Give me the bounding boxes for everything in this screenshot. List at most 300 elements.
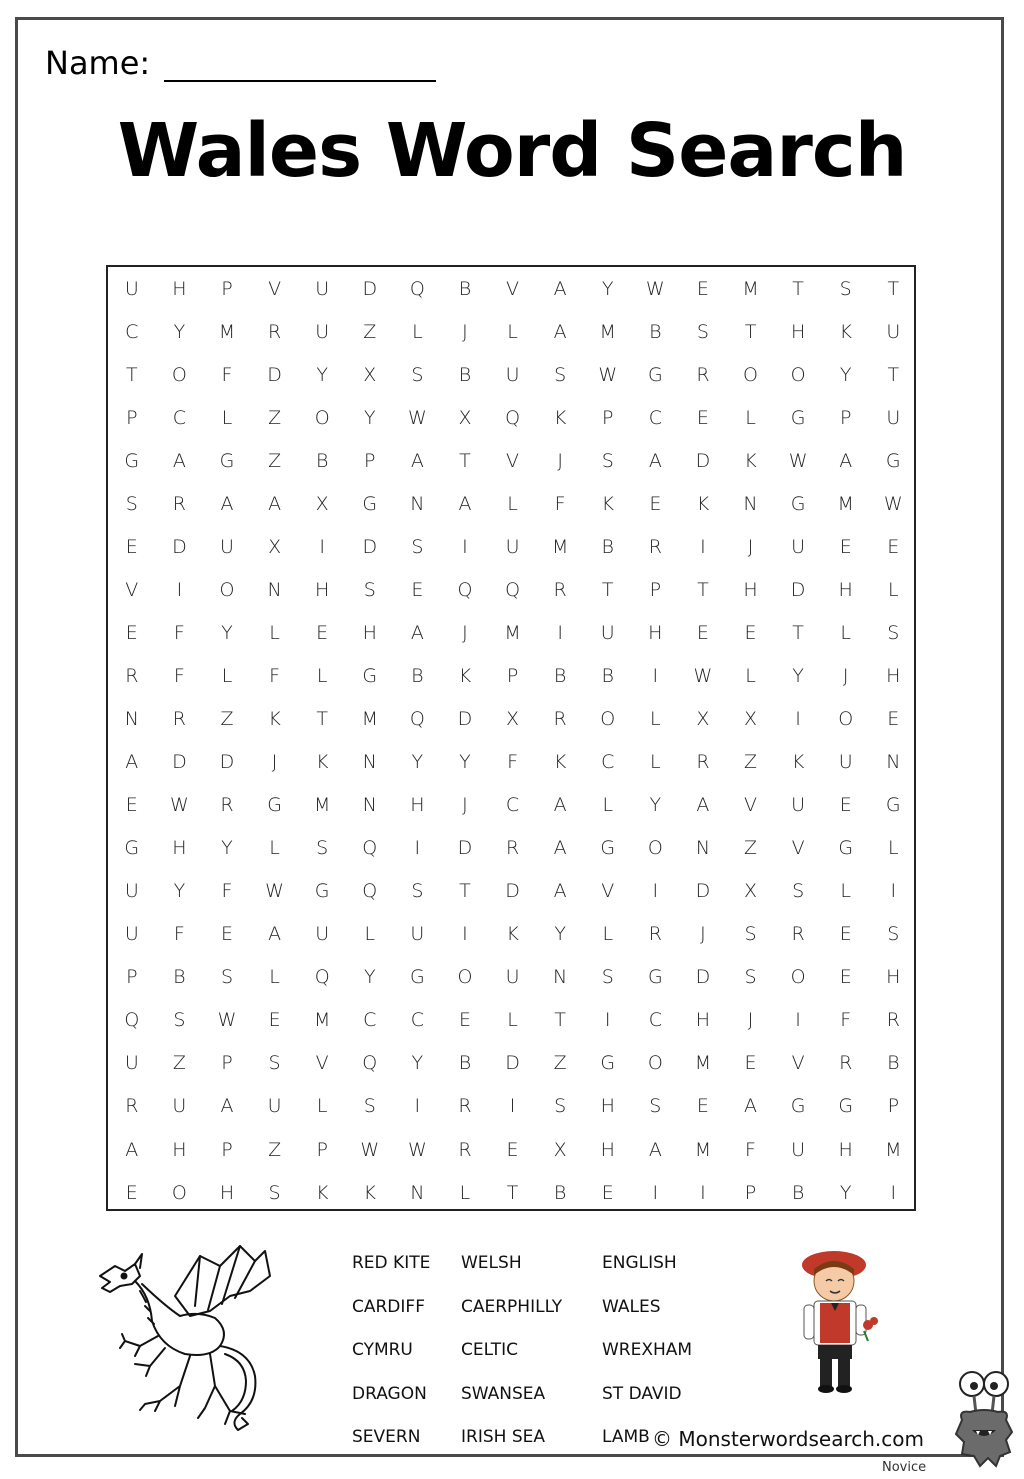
grid-letter[interactable]: K [315, 1181, 329, 1204]
grid-letter[interactable]: U [791, 794, 806, 817]
grid-letter[interactable]: J [271, 751, 278, 774]
grid-letter[interactable]: F [269, 664, 281, 687]
grid-letter[interactable]: U [838, 751, 853, 774]
grid-letter[interactable]: U [315, 320, 330, 343]
grid-letter[interactable]: P [602, 406, 614, 429]
grid-letter[interactable]: G [314, 880, 330, 903]
grid-letter[interactable]: I [414, 1095, 421, 1118]
grid-letter[interactable]: S [696, 320, 709, 343]
grid-letter[interactable]: V [601, 880, 615, 903]
grid-letter[interactable]: H [648, 621, 663, 644]
grid-letter[interactable]: O [838, 708, 854, 731]
grid-letter[interactable]: I [795, 708, 801, 731]
grid-letter[interactable]: U [505, 966, 520, 989]
grid-letter[interactable]: G [838, 837, 854, 860]
grid-letter[interactable]: V [125, 578, 139, 601]
grid-letter[interactable]: Q [314, 966, 330, 989]
grid-letter[interactable]: E [506, 1138, 519, 1161]
grid-letter[interactable]: I [176, 578, 183, 601]
grid-letter[interactable]: I [319, 535, 325, 558]
grid-letter[interactable]: D [790, 578, 806, 601]
grid-letter[interactable]: J [557, 449, 563, 472]
grid-letter[interactable]: Y [839, 363, 852, 386]
grid-letter[interactable]: F [221, 363, 233, 386]
grid-letter[interactable]: H [838, 1138, 853, 1161]
grid-letter[interactable]: N [362, 751, 377, 774]
grid-letter[interactable]: W [360, 1138, 380, 1161]
grid-letter[interactable]: M [837, 492, 854, 515]
grid-letter[interactable]: A [648, 1138, 662, 1161]
grid-letter[interactable]: R [220, 794, 234, 817]
grid-letter[interactable]: S [649, 1095, 662, 1118]
grid-letter[interactable]: X [458, 406, 472, 429]
grid-letter[interactable]: S [792, 880, 805, 903]
grid-letter[interactable]: U [791, 535, 806, 558]
grid-letter[interactable]: E [125, 1181, 138, 1204]
grid-letter[interactable]: A [839, 449, 853, 472]
grid-letter[interactable]: A [553, 837, 567, 860]
grid-letter[interactable]: P [506, 664, 519, 687]
grid-letter[interactable]: H [600, 1095, 615, 1118]
grid-letter[interactable]: U [172, 1095, 187, 1118]
grid-letter[interactable]: L [269, 966, 280, 989]
grid-letter[interactable]: C [505, 794, 520, 817]
grid-letter[interactable]: T [744, 320, 757, 343]
grid-letter[interactable]: W [407, 406, 427, 429]
grid-letter[interactable]: C [410, 1009, 424, 1032]
grid-letter[interactable]: U [124, 880, 139, 903]
grid-letter[interactable]: S [601, 966, 614, 989]
grid-letter[interactable]: L [507, 492, 518, 515]
grid-letter[interactable]: K [791, 751, 805, 774]
grid-letter[interactable]: A [648, 449, 662, 472]
grid-letter[interactable]: B [553, 1181, 567, 1204]
grid-letter[interactable]: Z [268, 1138, 282, 1161]
grid-letter[interactable]: I [890, 1181, 897, 1204]
grid-letter[interactable]: Y [221, 621, 233, 644]
grid-letter[interactable]: L [888, 578, 899, 601]
grid-letter[interactable]: G [362, 492, 378, 515]
grid-letter[interactable]: E [839, 794, 852, 817]
grid-letter[interactable]: O [647, 837, 663, 860]
grid-letter[interactable]: Z [553, 1052, 567, 1075]
grid-letter[interactable]: A [125, 1138, 139, 1161]
grid-letter[interactable]: R [172, 492, 186, 515]
grid-letter[interactable]: J [842, 664, 849, 687]
grid-letter[interactable]: B [458, 1052, 472, 1075]
grid-letter[interactable]: A [553, 880, 567, 903]
grid-letter[interactable]: J [700, 923, 706, 946]
grid-letter[interactable]: P [744, 1181, 757, 1204]
grid-letter[interactable]: F [221, 880, 233, 903]
grid-letter[interactable]: I [652, 664, 659, 687]
grid-letter[interactable]: X [553, 1138, 567, 1161]
grid-letter[interactable]: E [268, 1009, 281, 1032]
grid-letter[interactable]: H [838, 578, 853, 601]
grid-letter[interactable]: W [169, 794, 189, 817]
grid-letter[interactable]: L [316, 1095, 328, 1118]
grid-letter[interactable]: Y [411, 751, 424, 774]
grid-letter[interactable]: Q [362, 837, 378, 860]
grid-letter[interactable]: Q [409, 277, 425, 300]
grid-letter[interactable]: P [839, 406, 852, 429]
grid-letter[interactable]: F [840, 1009, 852, 1032]
grid-letter[interactable]: R [458, 1138, 472, 1161]
grid-letter[interactable]: S [744, 923, 757, 946]
grid-letter[interactable]: S [125, 492, 138, 515]
grid-letter[interactable]: U [410, 923, 425, 946]
grid-letter[interactable]: C [648, 406, 662, 429]
grid-letter[interactable]: U [315, 277, 330, 300]
grid-letter[interactable]: Q [505, 406, 521, 429]
grid-letter[interactable]: L [602, 923, 614, 946]
grid-letter[interactable]: W [788, 449, 808, 472]
grid-letter[interactable]: A [410, 621, 424, 644]
grid-letter[interactable]: L [412, 320, 423, 343]
grid-letter[interactable]: S [173, 1009, 186, 1032]
grid-letter[interactable]: P [126, 966, 138, 989]
grid-letter[interactable]: X [268, 535, 282, 558]
grid-letter[interactable]: I [652, 1181, 659, 1204]
grid-letter[interactable]: I [557, 621, 563, 644]
grid-letter[interactable]: G [124, 449, 140, 472]
grid-letter[interactable]: D [362, 277, 378, 300]
grid-letter[interactable]: J [462, 794, 468, 817]
grid-letter[interactable]: B [173, 966, 186, 989]
grid-letter[interactable]: P [221, 277, 233, 300]
grid-letter[interactable]: E [125, 794, 138, 817]
grid-letter[interactable]: L [364, 923, 376, 946]
grid-letter[interactable]: C [601, 751, 615, 774]
grid-letter[interactable]: H [410, 794, 425, 817]
grid-letter[interactable]: A [553, 794, 567, 817]
grid-letter[interactable]: L [221, 664, 233, 687]
grid-letter[interactable]: B [791, 1181, 805, 1204]
grid-letter[interactable]: K [458, 664, 472, 687]
grid-letter[interactable]: S [363, 578, 376, 601]
grid-letter[interactable]: D [505, 880, 520, 903]
grid-letter[interactable]: P [126, 406, 138, 429]
grid-letter[interactable]: Y [363, 406, 376, 429]
grid-letter[interactable]: N [695, 837, 711, 860]
grid-letter[interactable]: Q [124, 1009, 140, 1032]
grid-letter[interactable]: W [645, 277, 665, 300]
grid-letter[interactable]: S [411, 363, 424, 386]
grid-letter[interactable]: E [744, 1052, 757, 1075]
grid-letter[interactable]: L [745, 664, 756, 687]
grid-letter[interactable]: E [458, 1009, 471, 1032]
grid-letter[interactable]: L [221, 406, 233, 429]
grid-letter[interactable]: A [220, 1095, 234, 1118]
grid-letter[interactable]: X [506, 708, 520, 731]
grid-letter[interactable]: Y [316, 363, 328, 386]
grid-letter[interactable]: J [747, 535, 754, 558]
grid-letter[interactable]: E [220, 923, 233, 946]
grid-letter[interactable]: O [600, 708, 616, 731]
grid-letter[interactable]: O [790, 363, 806, 386]
grid-letter[interactable]: L [507, 1009, 518, 1032]
grid-letter[interactable]: R [553, 708, 567, 731]
grid-letter[interactable]: B [458, 277, 472, 300]
grid-letter[interactable]: T [697, 578, 709, 601]
grid-letter[interactable]: B [601, 664, 614, 687]
grid-letter[interactable]: R [648, 923, 662, 946]
grid-letter[interactable]: T [125, 363, 138, 386]
grid-letter[interactable]: J [747, 1009, 754, 1032]
grid-letter[interactable]: H [886, 966, 901, 989]
grid-letter[interactable]: I [414, 837, 421, 860]
grid-letter[interactable]: A [268, 492, 282, 515]
grid-letter[interactable]: Z [744, 837, 758, 860]
grid-letter[interactable]: F [173, 664, 185, 687]
grid-letter[interactable]: X [696, 708, 710, 731]
grid-letter[interactable]: D [172, 751, 187, 774]
grid-letter[interactable]: E [696, 277, 709, 300]
grid-letter[interactable]: J [462, 621, 468, 644]
grid-letter[interactable]: Y [173, 320, 186, 343]
grid-letter[interactable]: M [742, 277, 759, 300]
grid-letter[interactable]: P [364, 449, 376, 472]
grid-letter[interactable]: R [172, 708, 186, 731]
grid-letter[interactable]: L [269, 837, 280, 860]
grid-letter[interactable]: N [124, 708, 139, 731]
grid-letter[interactable]: I [509, 1095, 516, 1118]
grid-letter[interactable]: N [553, 966, 568, 989]
grid-letter[interactable]: P [649, 578, 662, 601]
grid-letter[interactable]: E [316, 621, 329, 644]
grid-letter[interactable]: R [696, 363, 710, 386]
grid-letter[interactable]: G [600, 837, 616, 860]
grid-letter[interactable]: H [600, 1138, 615, 1161]
grid-letter[interactable]: P [221, 1052, 233, 1075]
grid-letter[interactable]: W [265, 880, 284, 903]
grid-letter[interactable]: G [838, 1095, 854, 1118]
grid-letter[interactable]: B [649, 320, 662, 343]
grid-letter[interactable]: Y [363, 966, 376, 989]
grid-letter[interactable]: R [125, 1095, 139, 1118]
grid-letter[interactable]: Y [554, 923, 566, 946]
grid-letter[interactable]: A [410, 449, 424, 472]
grid-letter[interactable]: B [315, 449, 329, 472]
grid-letter[interactable]: M [694, 1138, 712, 1161]
grid-letter[interactable]: D [695, 966, 711, 989]
grid-letter[interactable]: X [363, 363, 377, 386]
grid-letter[interactable]: L [602, 794, 614, 817]
grid-letter[interactable]: R [696, 751, 710, 774]
grid-letter[interactable]: Y [601, 277, 614, 300]
grid-letter[interactable]: Q [409, 708, 425, 731]
grid-letter[interactable]: D [219, 751, 235, 774]
grid-letter[interactable]: T [792, 621, 804, 644]
grid-letter[interactable]: M [313, 1009, 331, 1032]
grid-letter[interactable]: D [457, 708, 473, 731]
grid-letter[interactable]: S [316, 837, 329, 860]
grid-letter[interactable]: Y [173, 880, 186, 903]
grid-letter[interactable]: M [599, 320, 616, 343]
grid-letter[interactable]: U [791, 1138, 806, 1161]
grid-letter[interactable]: S [411, 535, 424, 558]
grid-letter[interactable]: T [459, 449, 471, 472]
grid-letter[interactable]: Y [411, 1052, 424, 1075]
grid-letter[interactable]: E [744, 621, 757, 644]
grid-letter[interactable]: Z [744, 751, 758, 774]
grid-letter[interactable]: D [457, 837, 473, 860]
grid-letter[interactable]: T [316, 708, 328, 731]
grid-letter[interactable]: E [125, 535, 138, 558]
grid-letter[interactable]: V [791, 1052, 805, 1075]
grid-letter[interactable]: K [268, 708, 281, 731]
grid-letter[interactable]: M [361, 708, 378, 731]
grid-letter[interactable]: D [172, 535, 187, 558]
grid-letter[interactable]: O [790, 966, 806, 989]
grid-letter[interactable]: U [124, 277, 139, 300]
grid-letter[interactable]: T [792, 277, 804, 300]
grid-letter[interactable]: G [362, 664, 378, 687]
grid-letter[interactable]: D [695, 880, 711, 903]
grid-letter[interactable]: Q [457, 578, 473, 601]
grid-letter[interactable]: M [218, 320, 236, 343]
grid-letter[interactable]: P [887, 1095, 900, 1118]
grid-letter[interactable]: G [885, 794, 901, 817]
grid-letter[interactable]: E [887, 708, 900, 731]
grid-letter[interactable]: L [888, 837, 899, 860]
grid-letter[interactable]: W [407, 1138, 427, 1161]
grid-letter[interactable]: E [839, 535, 852, 558]
grid-letter[interactable]: Y [792, 664, 804, 687]
grid-letter[interactable]: C [648, 1009, 662, 1032]
grid-letter[interactable]: S [601, 449, 614, 472]
grid-letter[interactable]: H [219, 1181, 235, 1204]
grid-letter[interactable]: R [839, 1052, 853, 1075]
grid-letter[interactable]: A [268, 923, 282, 946]
grid-letter[interactable]: C [363, 1009, 377, 1032]
grid-letter[interactable]: O [457, 966, 473, 989]
grid-letter[interactable]: I [652, 880, 659, 903]
grid-letter[interactable]: R [505, 837, 520, 860]
grid-letter[interactable]: K [553, 406, 567, 429]
grid-letter[interactable]: H [362, 621, 377, 644]
grid-letter[interactable]: B [887, 1052, 900, 1075]
grid-letter[interactable]: Z [363, 320, 377, 343]
grid-letter[interactable]: Q [362, 1052, 378, 1075]
grid-letter[interactable]: S [411, 880, 424, 903]
grid-letter[interactable]: R [553, 578, 567, 601]
grid-letter[interactable]: I [700, 1181, 706, 1204]
grid-letter[interactable]: E [696, 406, 709, 429]
grid-letter[interactable]: K [744, 449, 757, 472]
grid-letter[interactable]: O [647, 1052, 663, 1075]
grid-letter[interactable]: O [219, 578, 235, 601]
grid-letter[interactable]: L [650, 751, 661, 774]
grid-letter[interactable]: I [700, 535, 706, 558]
grid-letter[interactable]: B [553, 664, 567, 687]
grid-letter[interactable]: S [887, 923, 900, 946]
grid-letter[interactable]: K [553, 751, 567, 774]
grid-letter[interactable]: L [840, 880, 851, 903]
grid-letter[interactable]: Z [172, 1052, 186, 1075]
grid-letter[interactable]: I [890, 880, 897, 903]
grid-letter[interactable]: D [267, 363, 282, 386]
grid-letter[interactable]: E [601, 1181, 614, 1204]
grid-letter[interactable]: A [125, 751, 139, 774]
grid-letter[interactable]: A [220, 492, 234, 515]
grid-letter[interactable]: G [885, 449, 901, 472]
grid-letter[interactable]: F [507, 751, 519, 774]
grid-letter[interactable]: U [267, 1095, 282, 1118]
grid-letter[interactable]: E [839, 923, 852, 946]
grid-letter[interactable]: U [315, 923, 330, 946]
grid-letter[interactable]: A [553, 320, 567, 343]
grid-letter[interactable]: H [743, 578, 758, 601]
grid-letter[interactable]: M [885, 1138, 902, 1161]
grid-letter[interactable]: X [744, 708, 758, 731]
grid-letter[interactable]: K [363, 1181, 376, 1204]
grid-letter[interactable]: Y [459, 751, 471, 774]
grid-letter[interactable]: U [124, 1052, 139, 1075]
grid-letter[interactable]: L [507, 320, 518, 343]
grid-letter[interactable]: K [696, 492, 710, 515]
grid-letter[interactable]: H [886, 664, 901, 687]
grid-letter[interactable]: U [886, 320, 901, 343]
grid-letter[interactable]: O [171, 363, 187, 386]
grid-letter[interactable]: F [173, 923, 185, 946]
grid-letter[interactable]: T [506, 1181, 519, 1204]
grid-letter[interactable]: V [268, 277, 282, 300]
grid-letter[interactable]: S [554, 363, 567, 386]
grid-letter[interactable]: V [744, 794, 758, 817]
grid-letter[interactable]: K [315, 751, 329, 774]
grid-letter[interactable]: X [315, 492, 329, 515]
grid-letter[interactable]: G [600, 1052, 616, 1075]
grid-letter[interactable]: T [554, 1009, 566, 1032]
grid-letter[interactable]: R [648, 535, 662, 558]
grid-letter[interactable]: K [839, 320, 852, 343]
grid-letter[interactable]: A [744, 1095, 758, 1118]
grid-letter[interactable]: P [221, 1138, 233, 1161]
grid-letter[interactable]: H [695, 1009, 711, 1032]
grid-letter[interactable]: O [314, 406, 330, 429]
grid-letter[interactable]: I [462, 923, 468, 946]
grid-letter[interactable]: I [795, 1009, 801, 1032]
grid-letter[interactable]: Z [220, 708, 234, 731]
grid-letter[interactable]: A [172, 449, 186, 472]
grid-letter[interactable]: B [411, 664, 424, 687]
grid-letter[interactable]: M [313, 794, 331, 817]
grid-letter[interactable]: S [554, 1095, 567, 1118]
grid-letter[interactable]: R [886, 1009, 900, 1032]
grid-letter[interactable]: R [125, 664, 139, 687]
grid-letter[interactable]: Z [268, 406, 282, 429]
grid-letter[interactable]: V [506, 449, 520, 472]
grid-letter[interactable]: G [790, 492, 806, 515]
grid-letter[interactable]: C [125, 320, 139, 343]
grid-letter[interactable]: N [886, 751, 901, 774]
grid-letter[interactable]: U [505, 363, 520, 386]
grid-letter[interactable]: L [840, 621, 851, 644]
grid-letter[interactable]: M [551, 535, 569, 558]
grid-letter[interactable]: J [462, 320, 468, 343]
grid-letter[interactable]: G [647, 966, 663, 989]
grid-letter[interactable]: L [745, 406, 756, 429]
grid-letter[interactable]: N [410, 1181, 425, 1204]
grid-letter[interactable]: I [462, 535, 468, 558]
grid-letter[interactable]: G [124, 837, 140, 860]
grid-letter[interactable]: F [745, 1138, 756, 1161]
grid-letter[interactable]: V [791, 837, 805, 860]
grid-letter[interactable]: H [172, 837, 187, 860]
grid-letter[interactable]: G [647, 363, 663, 386]
grid-letter[interactable]: U [886, 406, 901, 429]
